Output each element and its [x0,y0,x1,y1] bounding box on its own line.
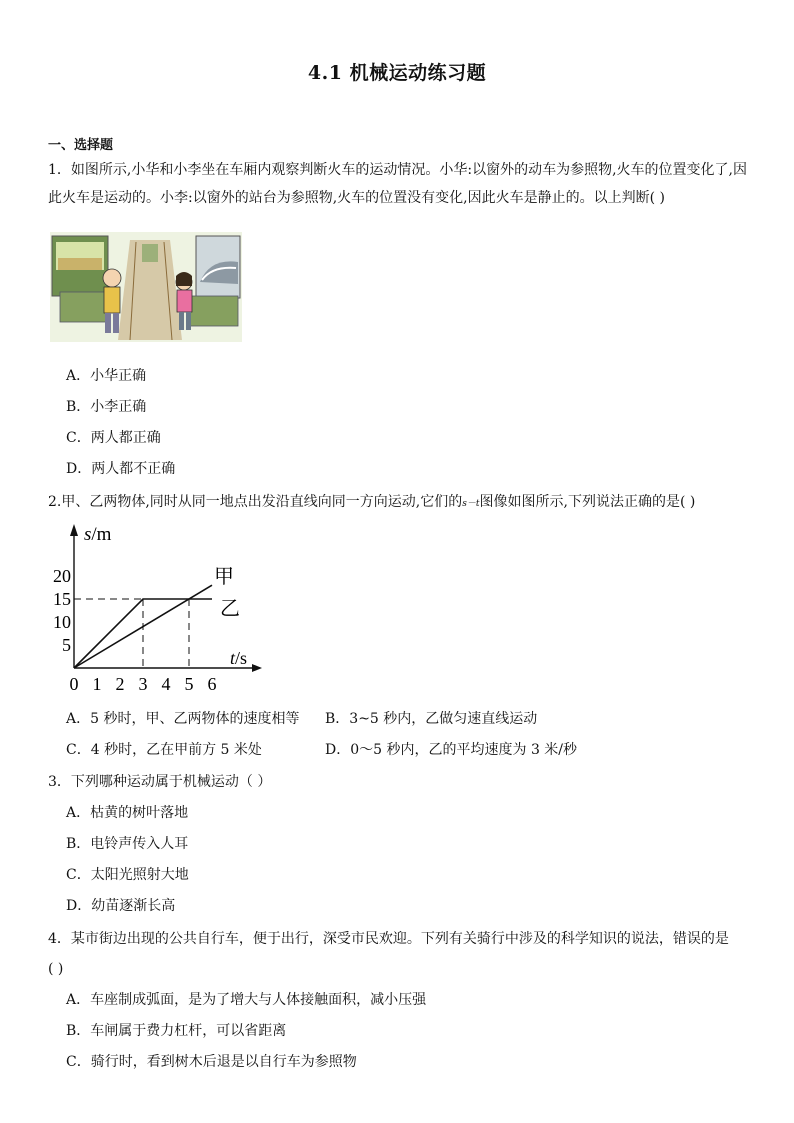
q2-st-symbol: s－t [462,499,480,509]
q3-stem: 3．下列哪种运动属于机械运动（ ） [48,774,272,790]
x-tick-label: 6 [207,674,217,694]
x-tick-label: 2 [115,674,125,694]
q1-option-a: A．小华正确 [66,368,147,384]
x-tick-label: 0 [69,674,79,694]
y-axis-label: s/m [84,524,112,545]
y-tick-label: 10 [53,612,71,632]
q2-stem-pre: 2.甲、乙两物体,同时从同一地点出发沿直线向同一方向运动,它们的 [48,494,463,510]
q3-option-b: B．电铃声传入人耳 [66,836,189,852]
section-heading: 一、选择题 [48,138,114,153]
q4-stem-line2: ( ) [48,961,64,977]
y-tick-label: 20 [53,566,71,586]
series-label-jia: 甲 [214,564,234,589]
train-cabin-illustration [50,232,242,342]
x-tick-label: 4 [161,674,171,694]
series-line-yi [74,599,212,668]
x-tick-label: 1 [92,674,102,694]
y-tick-label: 5 [62,635,71,655]
q1-option-d: D．两人都不正确 [66,461,176,477]
q3-option-d: D．幼苗逐渐长高 [66,898,176,914]
series-line-jia [74,585,212,668]
q2-option-a: A．5 秒时，甲、乙两物体的速度相等 [66,711,300,727]
q2-stem [48,490,748,516]
q3-option-a: A．枯黄的树叶落地 [66,805,189,821]
q4-option-b: B．车闸属于费力杠杆，可以省距离 [66,1023,287,1039]
s-t-graph [40,520,280,698]
q4-option-c: C．骑行时，看到树木后退是以自行车为参照物 [66,1054,357,1070]
q3-option-c: C．太阳光照射大地 [66,867,189,883]
y-axis-arrow [70,524,78,536]
q1-stem-line1: 1．如图所示,小华和小李坐在车厢内观察判断火车的运动情况。小华:以窗外的动车为参照物,火车的位置变化了,因 [48,162,747,178]
series-label-yi: 乙 [220,596,240,620]
q2-option-d: D．0～5 秒内，乙的平均速度为 3 米/秒 [325,742,578,758]
q1-option-b: B．小李正确 [66,399,147,415]
q2-stem-post: 图像如图所示,下列说法正确的是( ) [479,494,696,510]
q1-stem-line2: 此火车是运动的。小李:以窗外的站台为参照物,火车的位置没有变化,因此火车是静止的。以上判断( ) [48,190,665,206]
q4-stem-line1: 4．某市街边出现的公共自行车，便于出行，深受市民欢迎。下列有关骑行中涉及的科学知识的说法，错误的是 [48,931,729,947]
q1-option-c: C．两人都正确 [66,430,161,446]
x-axis-label: t/s [230,648,248,668]
page-title: 4.1 机械运动练习题 [307,62,487,84]
x-tick-label: 5 [184,674,194,694]
q2-option-b: B．3~5 秒内，乙做匀速直线运动 [325,711,538,727]
y-tick-label: 15 [53,589,71,609]
q2-option-c: C．4 秒时，乙在甲前方 5 米处 [66,742,262,758]
x-axis-arrow [252,664,262,672]
q4-option-a: A．车座制成弧面，是为了增大与人体接触面积，减小压强 [66,992,427,1008]
x-tick-label: 3 [138,674,148,694]
